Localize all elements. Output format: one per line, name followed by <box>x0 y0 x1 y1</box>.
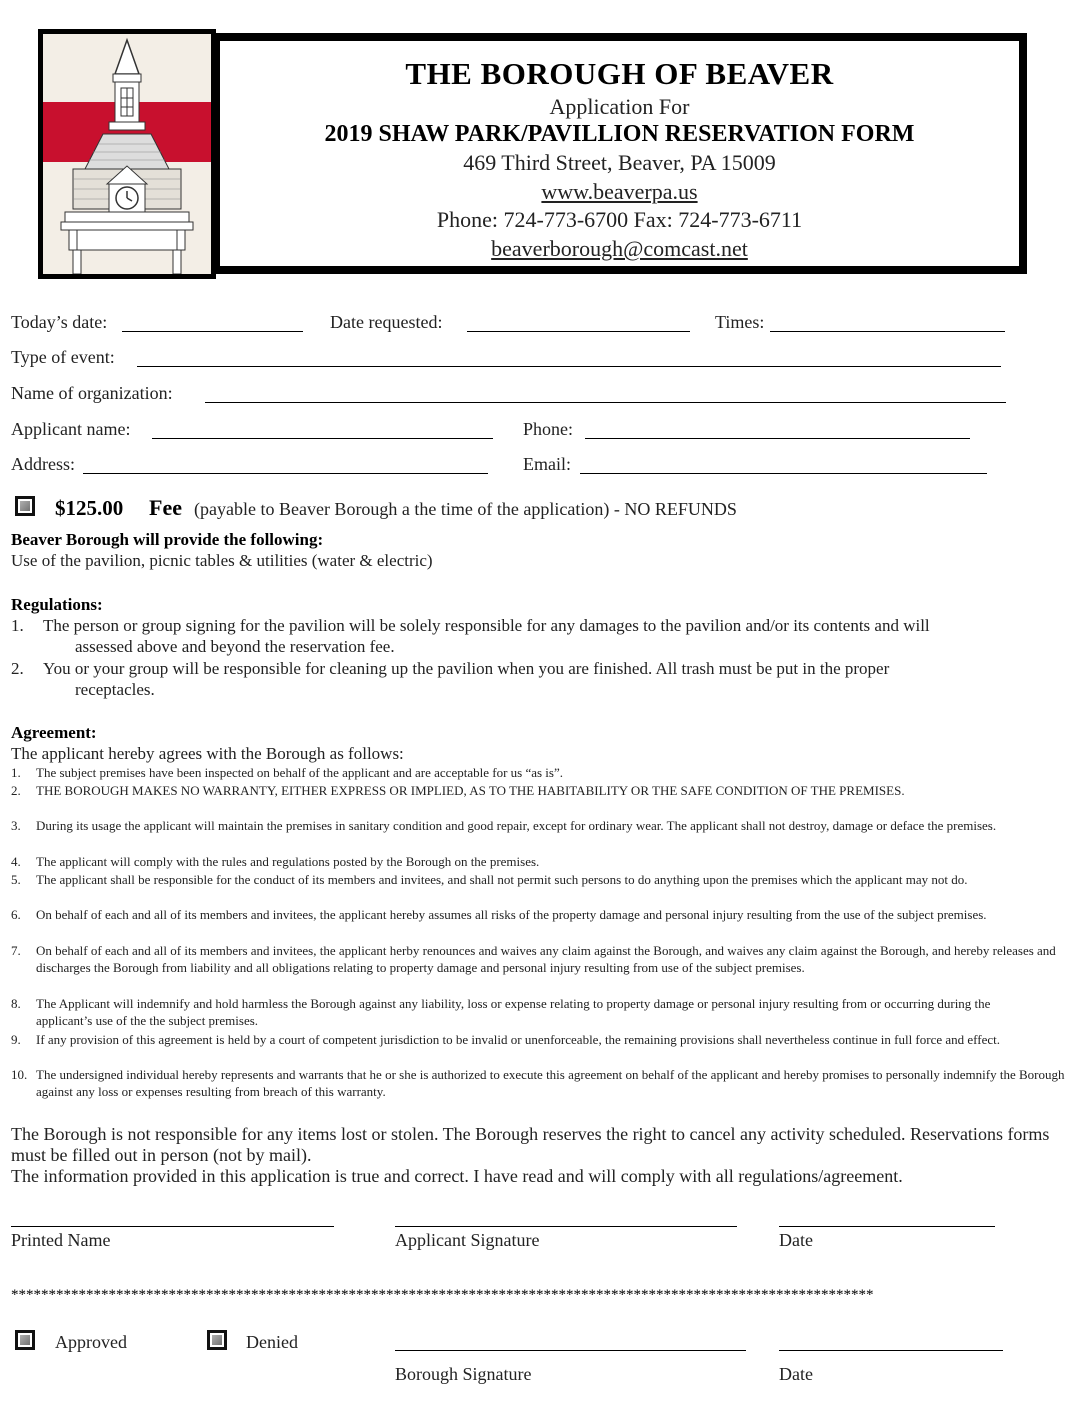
clock-tower-icon <box>43 34 211 274</box>
type-of-event-field[interactable] <box>137 366 1001 367</box>
todays-date-label: Today’s date: <box>11 312 108 332</box>
agreement-item-6 <box>11 906 1079 940</box>
agreement-item-number: 10. <box>11 1067 28 1082</box>
agreement-item-text: The subject premises have been inspected on behalf of the applicant and are acceptable for us “as is”. <box>36 765 563 780</box>
email-label: Email: <box>523 454 571 474</box>
printed-name-line[interactable] <box>11 1226 334 1227</box>
agreement-item-2 <box>11 782 1079 816</box>
type-of-event-label: Type of event: <box>11 347 115 367</box>
agreement-item-number: 7. <box>11 943 21 958</box>
date-requested-field[interactable] <box>467 331 690 332</box>
agreement-item-text: If any provision of this agreement is held by a court of competent jurisdiction to be invalid or unenforceable, the remaining provisions shall nevertheless continue in full force and effect. <box>36 1032 1000 1047</box>
form-title: 2019 SHAW PARK/PAVILLION RESERVATION FORM <box>324 121 915 147</box>
times-label: Times: <box>715 312 765 332</box>
date-signature-line[interactable] <box>779 1226 995 1227</box>
office-date-line[interactable] <box>779 1350 1003 1351</box>
agreement-item-number: 6. <box>11 907 21 922</box>
denied-checkbox[interactable] <box>207 1330 227 1350</box>
organization-label: Name of organization: <box>11 383 173 403</box>
agreement-item-text: The undersigned individual hereby represents and warrants that he or she is authorized to execute this agreement on behalf of the applicant and hereby promises to personally indemnify the Borough against any loss or expenses resulting from breach of this warranty. <box>36 1067 1065 1099</box>
separator-stars: ******************************************************************************************************************* <box>11 1287 874 1303</box>
provide-text: Use of the pavilion, picnic tables & utilities (water & electric) <box>11 551 433 570</box>
agreement-item-number: 3. <box>11 818 21 833</box>
agreement-item-number: 1. <box>11 765 21 780</box>
application-for-text: Application For <box>549 94 690 119</box>
agreement-item-number: 9. <box>11 1032 21 1047</box>
agreement-item-number: 2. <box>11 783 21 798</box>
agreement-item-number: 5. <box>11 872 21 887</box>
email-link[interactable]: beaverborough@comcast.net <box>491 236 748 261</box>
regulations-heading: Regulations: <box>11 595 103 614</box>
phone-field[interactable] <box>585 438 970 439</box>
agreement-item-3 <box>11 817 1079 851</box>
agreement-item-10 <box>11 1066 1079 1100</box>
agreement-item-text: The applicant shall be responsible for the conduct of its members and invitees, and shall not permit such persons to do anything upon the premises which the applicant may not do. <box>36 872 968 887</box>
website-link[interactable]: www.beaverpa.us <box>541 179 698 204</box>
todays-date-field[interactable] <box>122 331 303 332</box>
regulation-2-number: 2. <box>11 659 24 678</box>
phone-label: Phone: <box>523 419 574 439</box>
agreement-item-text: THE BOROUGH MAKES NO WARRANTY, EITHER EXPRESS OR IMPLIED, AS TO THE HABITABILITY OR THE SAFE CONDITION OF THE PREMISES. <box>36 783 905 798</box>
address-label: Address: <box>11 454 75 474</box>
applicant-signature-label: Applicant Signature <box>395 1230 540 1250</box>
agreement-item-number: 8. <box>11 996 21 1011</box>
agreement-item-number: 4. <box>11 854 21 869</box>
agreement-item-9 <box>11 1031 1079 1065</box>
borough-signature-line[interactable] <box>395 1350 746 1351</box>
date-requested-label: Date requested: <box>330 312 443 332</box>
organization-field[interactable] <box>205 402 1006 403</box>
address-field[interactable] <box>83 473 488 474</box>
applicant-name-label: Applicant name: <box>11 419 131 439</box>
agreement-item-7 <box>11 942 1079 994</box>
borough-title: THE BOROUGH OF BEAVER <box>405 56 834 91</box>
agreement-item-text: On behalf of each and all of its members and invitees, the applicant hereby assumes all risks of the property damage and personal injury resulting from the use of the subject premises. <box>36 907 987 922</box>
borough-logo <box>38 29 216 279</box>
office-date-label: Date <box>779 1364 813 1384</box>
fee-note: (payable to Beaver Borough a the time of the application) - NO REFUNDS <box>194 499 737 519</box>
agreement-item-text: On behalf of each and all of its members and invitees, the applicant herby renounces and waives any claim against the Borough, and waives any claim against the Borough, and hereby releases and discharges the Borough from liability and all obligations relating to property damage and personal injury resulting from use of the subject premises. <box>36 943 1056 975</box>
disclaimer-paragraph: The Borough is not responsible for any items lost or stolen. The Borough reserves the right to cancel any activity scheduled. Reservations forms must be filled out in person (not by mail). <box>11 1124 1050 1165</box>
printed-name-label: Printed Name <box>11 1230 111 1250</box>
date-signature-label: Date <box>779 1230 813 1250</box>
regulation-1-text: The person or group signing for the pavilion will be solely responsible for any damages to the pavilion and/or its contents and will <box>43 616 930 635</box>
phone-fax: Phone: 724-773-6700 Fax: 724-773-6711 <box>436 207 803 232</box>
approved-checkbox[interactable] <box>15 1330 35 1350</box>
certification-paragraph: The information provided in this application is true and correct. I have read and will comply with all regulations/agreement. <box>11 1166 903 1186</box>
regulation-1-number: 1. <box>11 616 24 635</box>
denied-label: Denied <box>246 1332 298 1352</box>
borough-signature-label: Borough Signature <box>395 1364 532 1384</box>
regulation-1-text-cont: assessed above and beyond the reservation fee. <box>75 637 395 656</box>
agreement-item-4 <box>11 853 1079 871</box>
email-field[interactable] <box>580 473 987 474</box>
agreement-item-text: The applicant will comply with the rules and regulations posted by the Borough on the premises. <box>36 854 540 869</box>
agreement-intro: The applicant hereby agrees with the Borough as follows: <box>11 744 404 763</box>
regulation-2-text-cont: receptacles. <box>75 680 155 699</box>
agreement-item-text: During its usage the applicant will maintain the premises in sanitary condition and good repair, except for ordinary wear. The applicant shall not destroy, damage or deface the premises. <box>36 818 997 833</box>
fee-word: Fee <box>149 495 182 520</box>
agreement-item-text: The Applicant will indemnify and hold harmless the Borough against any liability, loss or expense relating to property damage or personal injury resulting from or occurring during the applicant’s use of the the subject premises. <box>36 996 991 1028</box>
provide-heading: Beaver Borough will provide the following: <box>11 530 324 549</box>
fee-checkbox[interactable] <box>15 496 35 516</box>
agreement-item-5 <box>11 871 1079 905</box>
agreement-heading: Agreement: <box>11 723 97 742</box>
header-box <box>212 33 1027 274</box>
agreement-item-8 <box>11 995 1079 1029</box>
times-field[interactable] <box>770 331 1005 332</box>
fee-amount: $125.00 <box>55 496 124 520</box>
borough-address: 469 Third Street, Beaver, PA 15009 <box>463 150 776 175</box>
applicant-signature-line[interactable] <box>395 1226 737 1227</box>
regulation-2-text: You or your group will be responsible for cleaning up the pavilion when you are finished. All trash must be put in the proper <box>43 659 890 678</box>
agreement-item-1 <box>11 764 1079 782</box>
approved-label: Approved <box>55 1332 127 1352</box>
applicant-name-field[interactable] <box>152 438 493 439</box>
